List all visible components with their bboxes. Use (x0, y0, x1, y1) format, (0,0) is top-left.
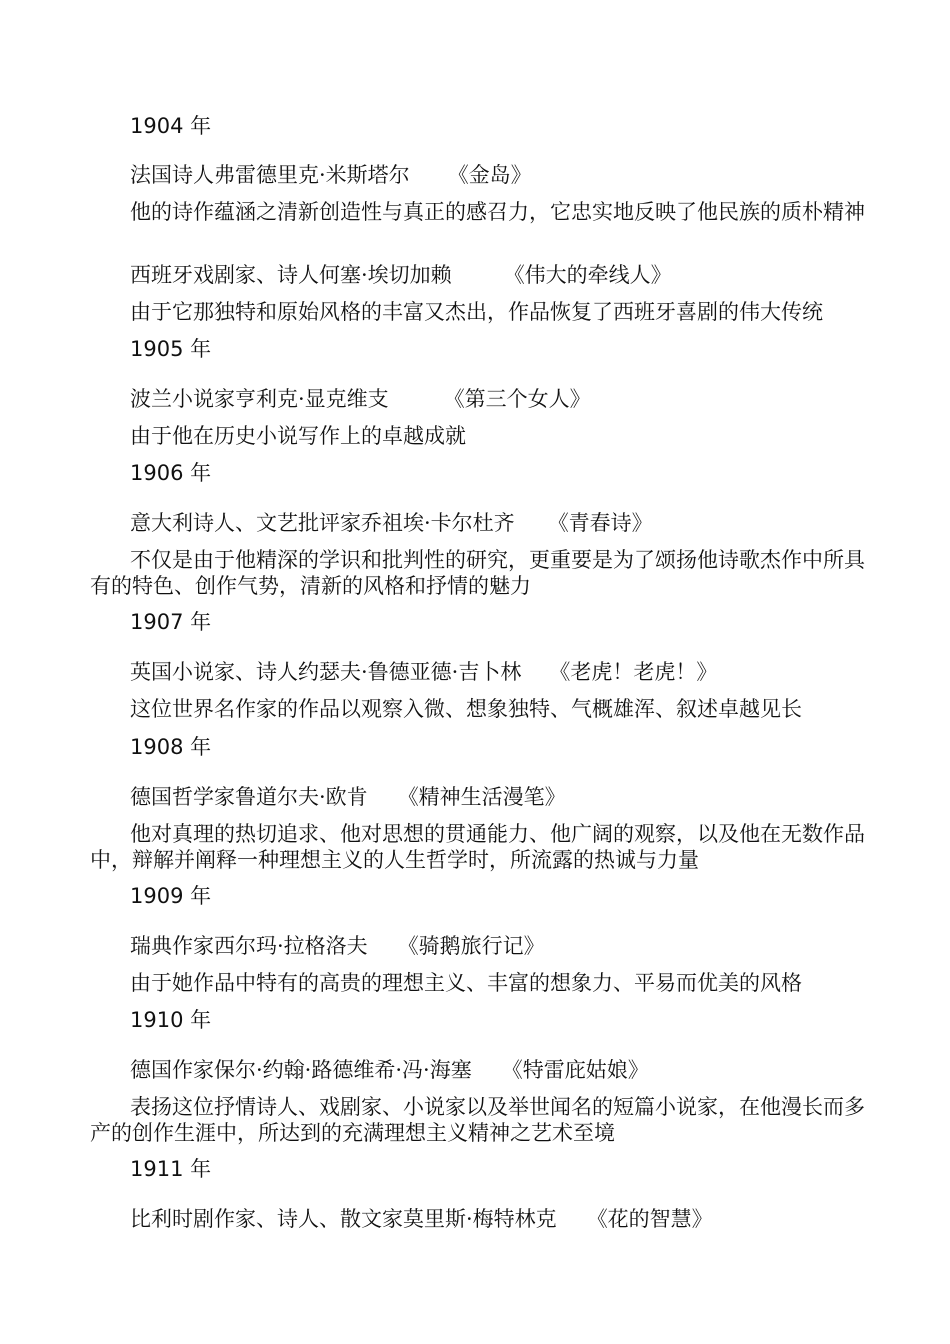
citation: 由于她作品中特有的高贵的理想主义、丰富的想象力、平易而优美的风格 (130, 971, 802, 995)
work-title: 《青春诗》 (547, 511, 653, 535)
laureate-line (130, 659, 717, 685)
laureate-name: 瑞典作家西尔玛·拉格洛夫 (130, 934, 368, 958)
laureate-name: 波兰小说家亨利克·显克维支 (130, 387, 389, 411)
work-title: 《骑鹅旅行记》 (397, 934, 545, 958)
laureate-line (130, 1057, 649, 1083)
year-heading: 1908 年 (130, 735, 212, 759)
work-title: 《金岛》 (447, 163, 532, 187)
citation: 由于他在历史小说写作上的卓越成就 (130, 424, 466, 448)
citation: 他对真理的热切追求、他对思想的贯通能力、他广阔的观察，以及他在无数作品中，辩解并阐释一种理想主义的人生哲学时，所流露的热诚与力量 (90, 822, 865, 872)
citation: 由于它那独特和原始风格的丰富又杰出，作品恢复了西班牙喜剧的伟大传统 (130, 300, 823, 324)
year-heading: 1905 年 (130, 337, 212, 361)
laureate-line (130, 933, 545, 959)
laureate-line (130, 1206, 713, 1232)
work-title: 《精神生活漫笔》 (397, 785, 566, 809)
laureate-name: 德国哲学家鲁道尔夫·欧肯 (130, 785, 368, 809)
laureate-name: 比利时剧作家、诗人、散文家莫里斯·梅特林克 (130, 1207, 557, 1231)
laureate-line (130, 784, 566, 810)
laureate-name: 西班牙戏剧家、诗人何塞·埃切加赖 (130, 263, 452, 287)
work-title: 《特雷庇姑娘》 (501, 1058, 649, 1082)
citation: 不仅是由于他精深的学识和批判性的研究，更重要是为了颂扬他诗歌杰作中所具有的特色、创作气势，清新的风格和抒情的魅力 (90, 548, 865, 598)
year-heading: 1910 年 (130, 1008, 212, 1032)
laureate-line (130, 262, 672, 288)
year-heading: 1909 年 (130, 884, 212, 908)
year-heading: 1911 年 (130, 1157, 212, 1181)
laureate-line (130, 162, 532, 188)
work-title: 《老虎！老虎！》 (549, 660, 718, 684)
laureate-line (130, 510, 653, 536)
citation: 表扬这位抒情诗人、戏剧家、小说家以及举世闻名的短篇小说家，在他漫长而多产的创作生涯中，所达到的充满理想主义精神之艺术至境 (90, 1095, 865, 1145)
year-heading: 1906 年 (130, 461, 212, 485)
citation: 他的诗作蕴涵之清新创造性与真正的感召力，它忠实地反映了他民族的质朴精神 (130, 200, 865, 224)
year-heading: 1907 年 (130, 610, 212, 634)
year-heading: 1904 年 (130, 114, 212, 138)
laureate-name: 英国小说家、诗人约瑟夫·鲁德亚德·吉卜林 (130, 660, 522, 684)
work-title: 《第三个女人》 (443, 387, 591, 411)
laureate-name: 意大利诗人、文艺批评家乔祖埃·卡尔杜齐 (130, 511, 515, 535)
work-title: 《伟大的牵线人》 (503, 263, 672, 287)
citation: 这位世界名作家的作品以观察入微、想象独特、气概雄浑、叙述卓越见长 (130, 697, 802, 721)
laureate-name: 德国作家保尔·约翰·路德维希·冯·海塞 (130, 1058, 472, 1082)
work-title: 《花的智慧》 (586, 1207, 713, 1231)
laureate-name: 法国诗人弗雷德里克·米斯塔尔 (130, 163, 410, 187)
laureate-line (130, 386, 591, 412)
